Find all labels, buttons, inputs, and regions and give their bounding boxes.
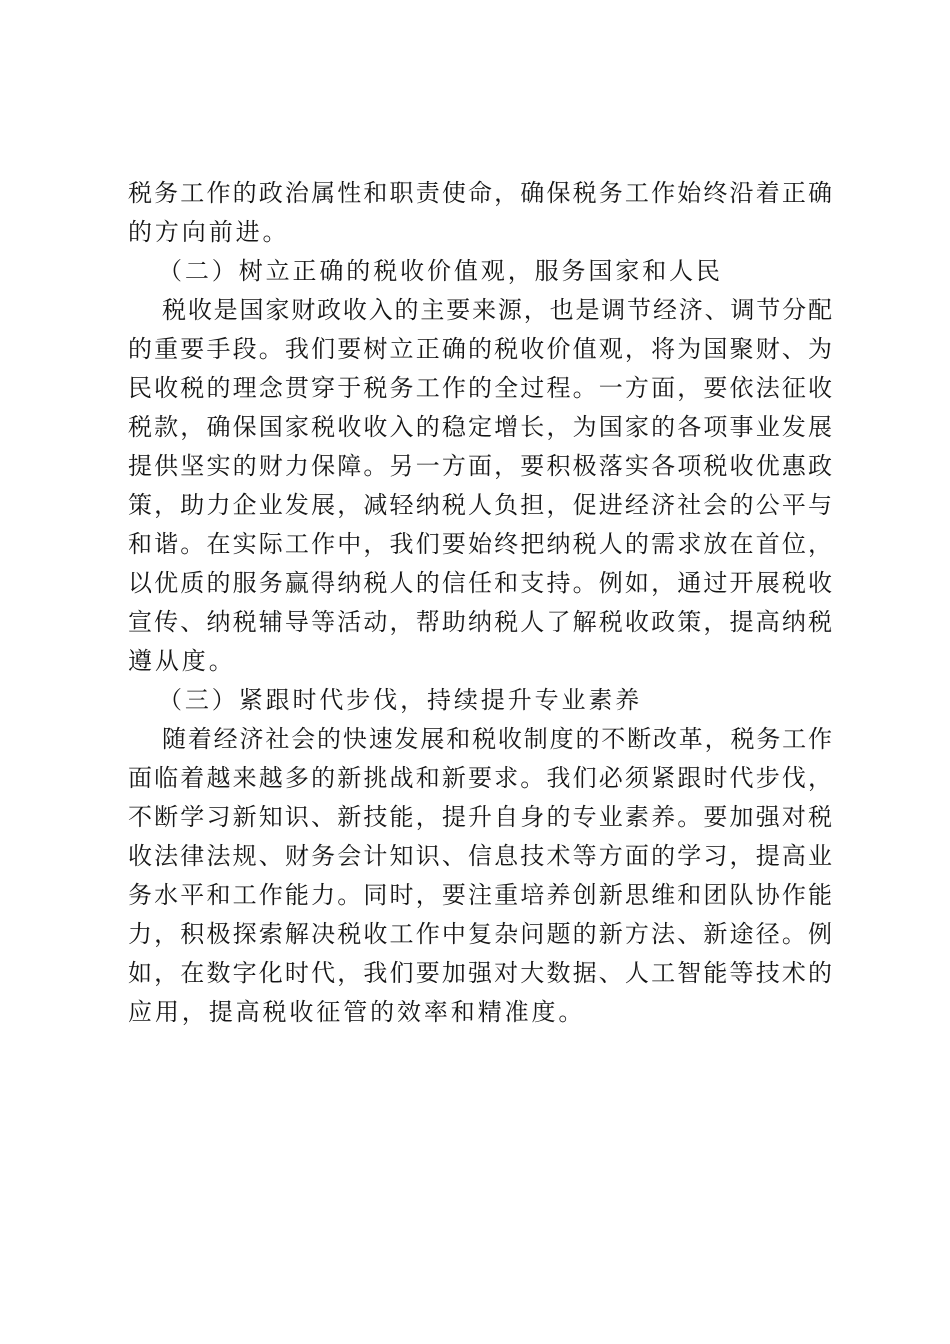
text-line: 应用，提高税收征管的效率和精准度。 [128, 998, 586, 1026]
section-heading-3 [128, 681, 832, 720]
text-line: 税收是国家财政收入的主要来源，也是调节经济、调节分配 [162, 296, 832, 324]
text-line: 不断学习新知识、新技能，提升自身的专业素养。要加强对税 [128, 803, 832, 831]
text-line: 如，在数字化时代，我们要加强对大数据、人工智能等技术的 [128, 959, 832, 987]
text-line: 遵从度。 [128, 647, 236, 675]
text-line: 以优质的服务赢得纳税人的信任和支持。例如，通过开展税收 [128, 569, 832, 597]
text-line: 务水平和工作能力。同时，要注重培养创新思维和团队协作能 [128, 881, 832, 909]
heading-text: （二）树立正确的税收价值观，服务国家和人民 [158, 257, 723, 285]
text-line: 的方向前进。 [128, 218, 290, 246]
heading-text: （三）紧跟时代步伐，持续提升专业素养 [158, 686, 643, 714]
text-line: 力，积极探索解决税收工作中复杂问题的新方法、新途径。例 [128, 920, 832, 948]
text-line: 民收税的理念贯穿于税务工作的全过程。一方面，要依法征收 [128, 374, 832, 402]
text-line: 宣传、纳税辅导等活动，帮助纳税人了解税收政策，提高纳税 [128, 608, 832, 636]
text-line: 和谐。在实际工作中，我们要始终把纳税人的需求放在首位， [128, 530, 832, 558]
text-line: 税款，确保国家税收收入的稳定增长，为国家的各项事业发展 [128, 413, 832, 441]
paragraph-tax-values [128, 291, 832, 681]
text-line: 面临着越来越多的新挑战和新要求。我们必须紧跟时代步伐， [128, 764, 832, 792]
text-line: 策，助力企业发展，减轻纳税人负担，促进经济社会的公平与 [128, 491, 832, 519]
text-line: 提供坚实的财力保障。另一方面，要积极落实各项税收优惠政 [128, 452, 832, 480]
text-line: 税务工作的政治属性和职责使命，确保税务工作始终沿着正确 [128, 179, 832, 207]
paragraph-professional-skills [128, 720, 832, 1032]
text-line: 随着经济社会的快速发展和税收制度的不断改革，税务工作 [162, 725, 832, 753]
section-heading-2 [128, 252, 832, 291]
paragraph-continuation [128, 174, 832, 252]
text-line: 收法律法规、财务会计知识、信息技术等方面的学习，提高业 [128, 842, 832, 870]
document-body [128, 174, 832, 1032]
text-line: 的重要手段。我们要树立正确的税收价值观，将为国聚财、为 [128, 335, 832, 363]
